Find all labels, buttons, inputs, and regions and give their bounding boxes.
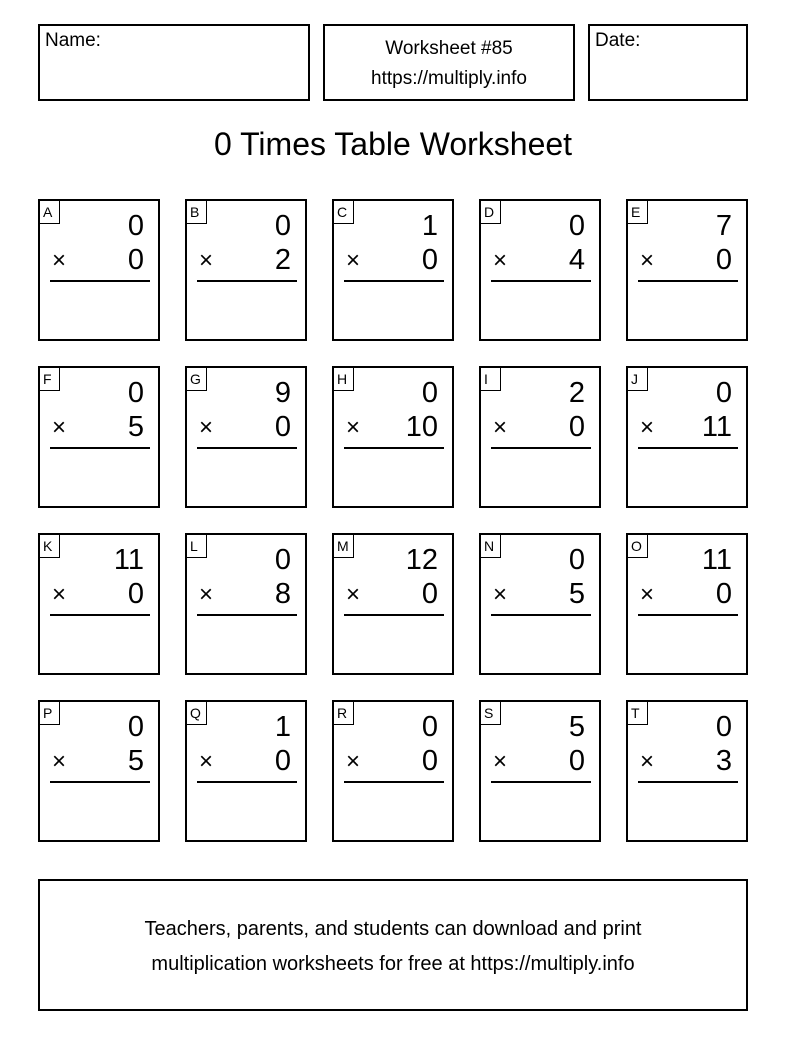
footer-box	[38, 879, 748, 1011]
multiplier: 0	[274, 411, 291, 443]
multiplier: 0	[421, 244, 438, 276]
multiplier: 2	[274, 244, 291, 276]
multiplicand: 7	[715, 210, 732, 242]
multiplicand: 0	[127, 377, 144, 409]
problem-letter: F	[40, 368, 60, 391]
problem-card	[626, 700, 748, 842]
times-sign: ×	[346, 247, 361, 274]
times-sign: ×	[493, 414, 508, 441]
problem-card	[479, 700, 601, 842]
problem-letter: T	[628, 702, 648, 725]
problem-letter: K	[40, 535, 60, 558]
answer-line	[638, 614, 738, 616]
footer-line-2: multiplication worksheets for free at https://multiply.info	[151, 953, 635, 975]
page-title: 0 Times Table Worksheet	[213, 126, 573, 162]
problem-letter: L	[187, 535, 207, 558]
footer-line-1: Teachers, parents, and students can download and print	[144, 918, 642, 940]
answer-area[interactable]	[481, 285, 599, 339]
times-sign: ×	[346, 581, 361, 608]
multiplier: 0	[568, 745, 585, 777]
answer-area[interactable]	[481, 452, 599, 506]
multiplier: 10	[405, 411, 438, 443]
answer-line	[344, 781, 444, 783]
answer-line	[50, 280, 150, 282]
answer-line	[638, 447, 738, 449]
times-sign: ×	[199, 748, 214, 775]
answer-area[interactable]	[628, 619, 746, 673]
multiplicand: 0	[715, 711, 732, 743]
multiplier: 8	[274, 578, 291, 610]
multiplicand: 5	[568, 711, 585, 743]
problem-card	[626, 533, 748, 675]
problem-letter: M	[334, 535, 354, 558]
times-sign: ×	[52, 414, 67, 441]
worksheet-number: Worksheet #85	[385, 38, 513, 59]
multiplicand: 11	[113, 544, 144, 576]
problem-card	[185, 533, 307, 675]
multiplicand: 2	[568, 377, 585, 409]
multiplicand: 1	[274, 711, 291, 743]
multiplier: 4	[568, 244, 585, 276]
problem-card	[185, 199, 307, 341]
answer-area[interactable]	[334, 619, 452, 673]
multiplier: 5	[568, 578, 585, 610]
answer-area[interactable]	[481, 619, 599, 673]
multiplicand: 0	[127, 210, 144, 242]
problem-letter: S	[481, 702, 501, 725]
problem-letter: B	[187, 201, 207, 224]
problem-card	[332, 700, 454, 842]
multiplier: 0	[274, 745, 291, 777]
multiplier: 0	[421, 578, 438, 610]
problem-card	[38, 533, 160, 675]
multiplicand: 9	[274, 377, 291, 409]
problem-card	[626, 199, 748, 341]
problem-letter: D	[481, 201, 501, 224]
times-sign: ×	[493, 748, 508, 775]
times-sign: ×	[640, 748, 655, 775]
times-sign: ×	[52, 247, 67, 274]
answer-line	[638, 280, 738, 282]
multiplicand: 11	[701, 544, 732, 576]
multiplicand: 0	[421, 711, 438, 743]
answer-area[interactable]	[334, 452, 452, 506]
times-sign: ×	[493, 581, 508, 608]
multiplier: 0	[715, 578, 732, 610]
answer-line	[491, 781, 591, 783]
multiplier: 0	[715, 244, 732, 276]
problem-letter: H	[334, 368, 354, 391]
answer-area[interactable]	[187, 786, 305, 840]
problem-letter: I	[481, 368, 501, 391]
answer-line	[50, 781, 150, 783]
answer-area[interactable]	[628, 285, 746, 339]
multiplier: 3	[715, 745, 732, 777]
multiplicand: 0	[274, 210, 291, 242]
answer-line	[491, 447, 591, 449]
multiplicand: 0	[568, 544, 585, 576]
date-label: Date:	[595, 30, 641, 51]
times-sign: ×	[52, 581, 67, 608]
date-box	[588, 24, 748, 101]
answer-line	[344, 614, 444, 616]
times-sign: ×	[640, 414, 655, 441]
problem-card	[479, 366, 601, 508]
problem-card	[479, 533, 601, 675]
answer-area[interactable]	[40, 452, 158, 506]
answer-line	[491, 614, 591, 616]
times-sign: ×	[199, 414, 214, 441]
answer-line	[50, 614, 150, 616]
problem-letter: O	[628, 535, 648, 558]
multiplier: 11	[701, 411, 732, 443]
problem-letter: R	[334, 702, 354, 725]
answer-area[interactable]	[334, 285, 452, 339]
problem-card	[332, 199, 454, 341]
problem-letter: E	[628, 201, 648, 224]
problem-card	[185, 700, 307, 842]
multiplicand: 0	[715, 377, 732, 409]
problem-card	[332, 366, 454, 508]
answer-area[interactable]	[187, 285, 305, 339]
problem-card	[332, 533, 454, 675]
problem-card	[185, 366, 307, 508]
problem-card	[626, 366, 748, 508]
answer-line	[197, 781, 297, 783]
multiplier: 5	[127, 745, 144, 777]
multiplier: 0	[127, 244, 144, 276]
multiplier: 0	[421, 745, 438, 777]
times-sign: ×	[199, 247, 214, 274]
name-label: Name:	[45, 30, 101, 51]
answer-area[interactable]	[40, 285, 158, 339]
multiplier: 5	[127, 411, 144, 443]
times-sign: ×	[640, 581, 655, 608]
answer-area[interactable]	[334, 786, 452, 840]
multiplicand: 12	[405, 544, 438, 576]
multiplicand: 0	[274, 544, 291, 576]
times-sign: ×	[640, 247, 655, 274]
problem-letter: G	[187, 368, 207, 391]
answer-line	[197, 280, 297, 282]
answer-line	[50, 447, 150, 449]
multiplier: 0	[127, 578, 144, 610]
multiplicand: 1	[421, 210, 438, 242]
problem-card	[38, 700, 160, 842]
problem-letter: N	[481, 535, 501, 558]
problem-letter: P	[40, 702, 60, 725]
answer-line	[197, 614, 297, 616]
answer-line	[344, 280, 444, 282]
problem-letter: Q	[187, 702, 207, 725]
answer-area[interactable]	[187, 619, 305, 673]
problem-card	[479, 199, 601, 341]
answer-line	[344, 447, 444, 449]
problem-letter: A	[40, 201, 60, 224]
times-sign: ×	[199, 581, 214, 608]
answer-area[interactable]	[40, 786, 158, 840]
multiplicand: 0	[127, 711, 144, 743]
worksheet-info-box	[323, 24, 575, 101]
times-sign: ×	[346, 414, 361, 441]
answer-area[interactable]	[628, 452, 746, 506]
worksheet-url: https://multiply.info	[371, 68, 527, 89]
multiplicand: 0	[421, 377, 438, 409]
problem-card	[38, 199, 160, 341]
answer-area[interactable]	[40, 619, 158, 673]
answer-area[interactable]	[187, 452, 305, 506]
answer-line	[638, 781, 738, 783]
multiplicand: 0	[568, 210, 585, 242]
answer-line	[491, 280, 591, 282]
name-box	[38, 24, 310, 101]
answer-area[interactable]	[481, 786, 599, 840]
times-sign: ×	[52, 748, 67, 775]
problem-letter: C	[334, 201, 354, 224]
problem-card	[38, 366, 160, 508]
problem-letter: J	[628, 368, 648, 391]
times-sign: ×	[493, 247, 508, 274]
multiplier: 0	[568, 411, 585, 443]
answer-line	[197, 447, 297, 449]
times-sign: ×	[346, 748, 361, 775]
answer-area[interactable]	[628, 786, 746, 840]
